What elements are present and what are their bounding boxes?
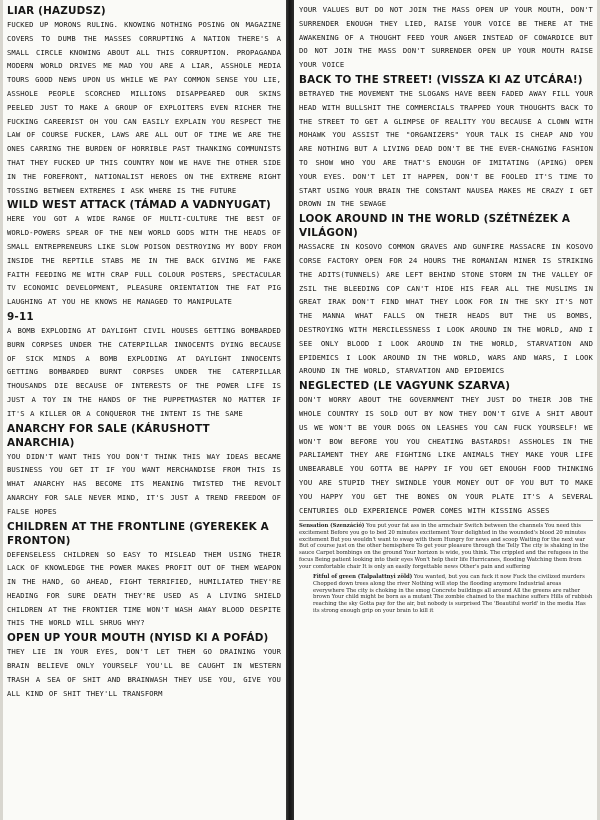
song-title-children-at-the-frontline: CHILDREN AT THE FRONTLINE (GYEREKEK A FRONTON) xyxy=(7,520,269,547)
song-title-wild-west-attack: WILD WEST ATTACK (TÁMAD A VADNYUGAT) xyxy=(7,199,271,212)
song-lyrics-back-to-the-street: BETRAYED THE MOVEMENT THE SLOGANS HAVE BEEN FADED AWAY FILL YOUR HEAD WITH BULLSHIT THE COMMERCIALS TRAPPED YOUR THOUGHTS BACK TO THE STREET TO GET A GLIMPSE OF REALITY YOU BECAUSE A CLOWN WITH MOHAWK YOU ASSIST THE "ORGANIZERS" YOUR TALK IS CHEAP AND YOU ARE NOTHING BUT A LIVING DEAD DON'T BE THE EVER-CHANGING FASHION TO SHOW WHO YOU ARE THAT'S ENOUGH OF IMITATING (APING) OPEN YOUR EYES. DON'T LET IT HAPPEN, DON'T BE FOOLED IT'S TIME TO START USING YOUR BRAIN THE CONSTANT NAUSEA MAKES ME CRAZY I GET DROWN IN THE SEWAGE xyxy=(299,88,593,209)
printed-title-sensation: Sensation (Szenzáció) xyxy=(299,523,365,530)
song-lyrics-wild-west-attack: HERE YOU GOT A WIDE RANGE OF MULTI-CULTURE THE BEST OF WORLD-POWERS SPEAR OF THE NEW WORLD GODS WITH THE HEADS OF SMALL ENTREPRENEURS LIKE SLOW POISON DESTROYING MY BODY FROM INSIDE THE REPTILE STABS ME IN THE BACK GIVING ME FAKE FAITH FEEDING ME WITH CRAP FULL COLOUR POSTERS, SPECTACULAR TV ECONOMIC DEVELOPMENT, PLEASURE ORIENTATION THE FAT PIG LAUGHING AT YOU HE KNOWS HE MANAGED TO MANIPULATE xyxy=(7,214,281,307)
printed-text-sensation: You put your fat ass in the armchair Switch between the channels You need this excitement Before you go to bed 20 minutes excitement Your delighted in the wounded's blood 20 minutes excitement But you wouldn't want to swap with them Hungry for news and scoop Waiting for the next war But of course just on the other hemisphere To get your pleasure through the Telly The city is shaking in the sauce Carpet bombings on the ground Your horizon is wide, you think. The crippled and the refugees in the focus Being patient looking into their eyes Won't help their life Hurricanes, flooding Watching them from your comfortable chair It is only an easily forgettable news Other's pain and suffering xyxy=(299,523,589,570)
song-title-back-to-the-street: BACK TO THE STREET! (VISSZA KI AZ UTCÁRA!) xyxy=(299,73,583,86)
song-lyrics-open-up-your-mouth: THEY LIE IN YOUR EYES, DON'T LET THEM GO DRAINING YOUR BRAIN BELIEVE ONLY YOURSELF YOU'LL BE CAUGHT IN WESTERN TRASH A SEA OF SHIT AND BRAINWASH THEY USE YOU, GIVE YOU ALL KIND OF SHIT THEY'LL TRANSFORM xyxy=(7,647,281,698)
song-lyrics-9-11: A BOMB EXPLODING AT DAYLIGHT CIVIL HOUSES GETTING BOMBARDED BURN CORPSES UNDER THE CATERPILLAR INNOCENTS DYING BECAUSE OF SICK MINDS A BOMB EXPLODING AT DAYLIGHT INNOCENTS GETTING BOMBARDED BURNT CORPSES UNDER THE CATERPILLAR THOUSANDS DIE BECAUSE OF INTERESTS OF THE POWER LIFE IS JUST A TOY IN THE HANDS OF THE PUPPETMASTER NO MATTER IF IT'S A KILLER OR A CONQUEROR THE INTENT IS THE SAME xyxy=(7,325,281,418)
printed-text-fitful-of-green: You wanted, but you can fuck it now Fuck the civilized murders Chopped down trees along the river Nothing will stop the flooding anymore Industrial areas everywhere The city is choking in the smog Concrete buildings all around All the greens are rather brown Your child might be born as a mutant The zombie chained to the machine suffers Hills of rubbish reaching the sky Gotta pay for the air, but nobody is surprised The 'Beautiful world' in the media Has its strong enough grip on your brain to kill it xyxy=(313,574,593,614)
song-lyrics-children-at-the-frontline: DEFENSELESS CHILDREN SO EASY TO MISLEAD THEM USING THEIR LACK OF KNOWLEDGE THE POWER MAKES PROFIT OUT OF THEM WEAPON IN THE HAND, GO AHEAD, FIGHT TERRIFIED, HUMILIATED THEY'RE HEADING FOR SURE DEATH THEY'RE USED AS A LIVING SHIELD CHILDREN AT THE FRONTIER TIME WON'T WASH AWAY BLOOD DESPITE THIS THE WORLD WILL SHRUG WHY? xyxy=(7,549,281,628)
song-lyrics-open-up-your-mouth-continued: YOUR VALUES BUT DO NOT JOIN THE MASS OPEN UP YOUR MOUTH, DON'T SURRENDER ENOUGH THEY LIED, RAISE YOUR VOICE BE THERE AT THE AWAKENING OF A THOUGHT FEED YOUR ANGER INSTEAD OF COWARDICE BUT DO NOT JOIN THE MASS DON'T SURRENDER OPEN UP YOUR MOUTH RAISE YOUR VOICE xyxy=(299,5,593,70)
printed-title-fitful-of-green: Fitful of green (Talpalattnyi zöld) xyxy=(313,574,413,581)
song-lyrics-look-around-in-the-world: MASSACRE IN KOSOVO COMMON GRAVES AND GUNFIRE MASSACRE IN KOSOVO CORSE FACTORY OPEN FOR 24 HOURS THE ROMANIAN MINER IS STRIKING THE ADITS(TUNNELS) ARE LEFT BEHIND STONE STORM IN THE VALLEY OF ZSIL THE BLEEDING COP CAN'T HIDE HIS FEAR ALL THE MUSLIMS IN GREAT IRAK DON'T FIND WHAT THEY LOOK FOR IN THE SKY IT'S NOT THE MANNA WHAT FALLS ON THEIR HEADS BUT THE US BOMBS, DESTROYING WITH MERCILESSNESS I LOOK AROUND IN THE WORLD, AND I SEE ONLY BLOOD I LOOK AROUND IN THE WORLD, STARVATION AND EPIDEMICS I LOOK AROUND IN THE WORLD, WARS AND WARS, I LOOK AROUND IN THE WORLD, STARVATION AND EPIDEMICS xyxy=(299,242,593,376)
printed-lyrics-fitful-of-green xyxy=(299,572,593,614)
printed-lyrics-sensation xyxy=(299,520,593,570)
song-title-anarchy-for-sale: ANARCHY FOR SALE (KÁRUSHOTT ANARCHIA) xyxy=(7,422,210,449)
song-lyrics-anarchy-for-sale: YOU DIDN'T WANT THIS YOU DON'T THINK THIS WAY IDEAS BECAME BUSINESS YOU GET IT IF YOU WANT MERCHANDISE FROM THIS IS WHAT ANARCHY HAS BECOME ITS MEANING TWISTED THE REVOLT ANARCHY FOR SALE NEVER MIND, IT'S JUST A TREND FREEDOM OF FALSE HOPES xyxy=(7,451,281,516)
song-title-open-up-your-mouth: OPEN UP YOUR MOUTH (NYISD KI A POFÁD) xyxy=(7,632,269,645)
page-fold-divider xyxy=(286,0,294,820)
song-title-look-around-in-the-world: LOOK AROUND IN THE WORLD (SZÉTNÉZEK A VILÁGON) xyxy=(299,213,571,240)
song-title-liar: LIAR (HAZUDSZ) xyxy=(7,5,106,17)
right-column xyxy=(294,0,600,820)
song-lyrics-liar: FUCKED UP MORONS RULING. KNOWING NOTHING POSING ON MAGAZINE COVERS TO DUMB THE MASSES CORRUPTING A NATION THERE'S A SMALL CIRCLE KNOWING ABOUT ALL THIS CORRUPTION. PROPAGANDA MODERN WORLD DRIVES ME MAD YOU ARE A LIAR, ASSHOLE MEDIA TOURS GOOD NEWS UPON US WHILE WE PAY COMMON SENSE YOU LIE, ASSHOLE PEOPLE SCORCHED MILLIONS DISAPPEARED OUR SKINS PEELED JUST TO MAKE A GROUP OF EXPLOITERS EVEN RICHER THE FUCKING CAREERIST OH YOU CAN EASILY EXPLAIN YOU RESPECT THE LAW OF COURSE FUCKER, LAWS ARE ALL OUT OF TIME WE ARE THE ONES CARRING THE BURDEN OF HORRIBLE PAST THANKING COMMUNISTS THAT THEY FUCKED UP THIS COUNTRY NOW WE HAVE THE OTHER SIDE IN THE FOREFRONT, NATIONALIST HEROES ON THE EXTREME RIGHT TOSSING BETWEEN EXTREMES I ASK WHERE IS THE FUTURE xyxy=(7,20,281,195)
left-column xyxy=(0,0,286,820)
song-title-neglected: NEGLECTED (LE VAGYUNK SZARVA) xyxy=(299,380,511,393)
song-title-9-11: 9-11 xyxy=(7,310,34,323)
song-lyrics-neglected: DON'T WORRY ABOUT THE GOVERNMENT THEY JUST DO THEIR JOB THE WHOLE COUNTRY IS SOLD OUT BY NOW THEY DON'T GIVE A SHIT ABOUT US WE WON'T BE YOUR DOGS ON LEASHES YOU CAN FUCK YOURSELF! WE WON'T BOW BEFORE YOU YOU CHEATING BASTARDS! ASSHOLES IN THE PARLIAMENT THEY ARE FIGHTING LIKE ANIMALS THEY MAKE YOUR LIFE UNBEARABLE YOU GOTTA BE HAPPY IF YOU GET ENOUGH FOOD THINKING YOU ARE STUPID THEY SWINDLE YOUR MONEY OUT OF YOU BUT TO MAKE YOU HAPPY YOU GET THE BONES ON YOUR PLATE IT'S A SEVERAL CENTURIES OLD EXPERIENCE POWER COMES WITH KISSING ASSES xyxy=(299,395,593,515)
